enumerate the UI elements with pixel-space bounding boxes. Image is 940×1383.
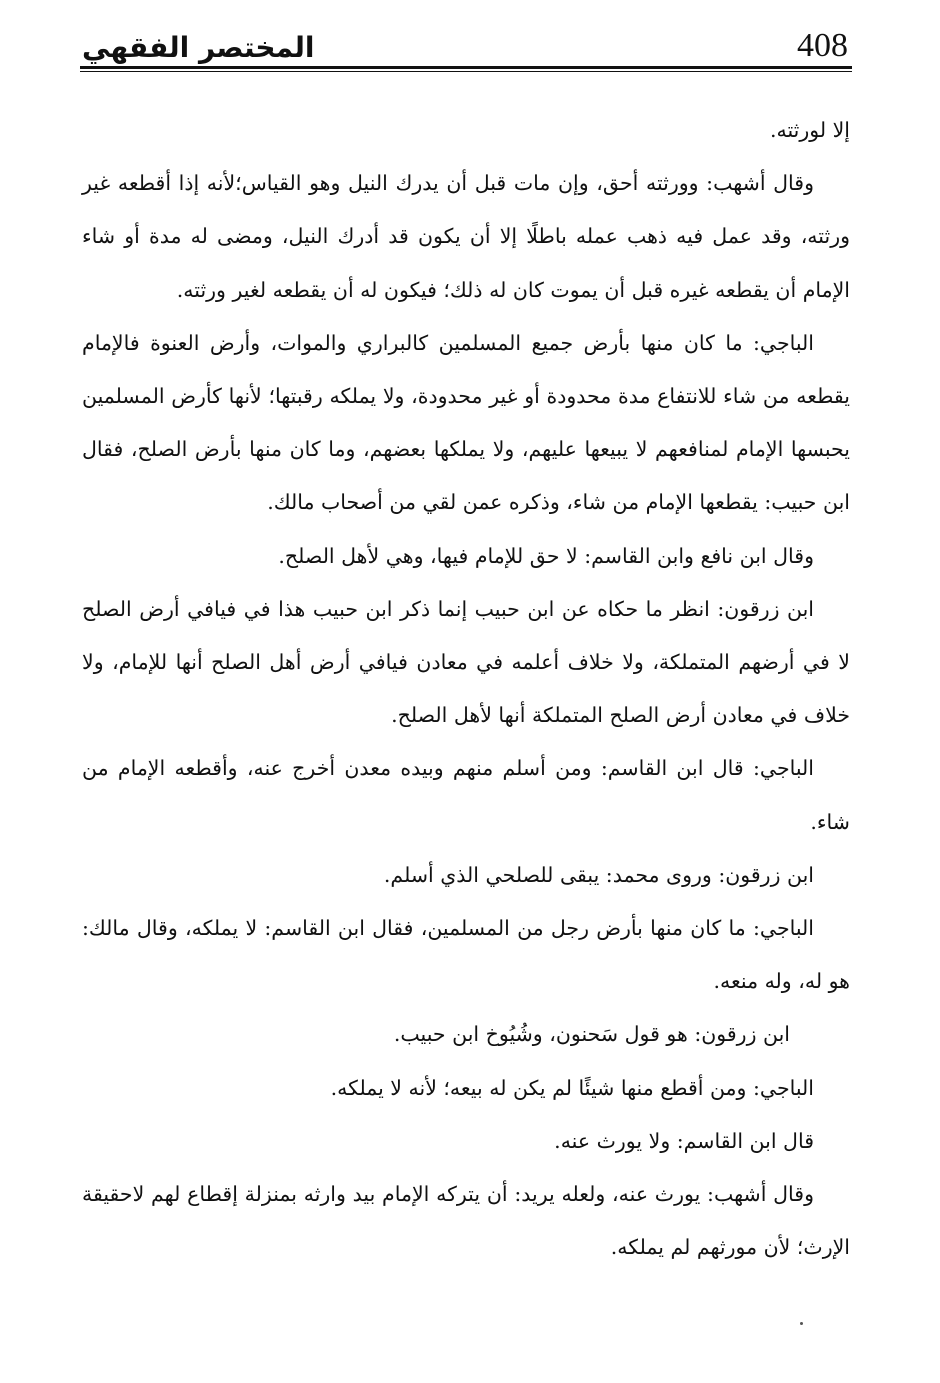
paragraph: قال ابن القاسم: ولا يورث عنه.: [554, 1128, 814, 1153]
paragraph: الباجي: ومن أقطع منها شيئًا لم يكن له بيعه؛ لأنه لا يملكه.: [330, 1075, 814, 1100]
paragraph: ابن زرقون: هو قول سَحنون، وشُيُوخ ابن حبيب.: [393, 1022, 790, 1047]
page-number: 408: [797, 27, 848, 64]
paragraph: ابن زرقون: انظر ما حكاه عن ابن حبيب إنما ذكر ابن حبيب هذا في فيافي أرض الصلح لا في أرضهم المتملكة، ولا خلاف أعلمه في معادن فيافي أرض أهل الصلح أنها للإمام، ولا خلاف في معادن أرض الصلح المتملكة أنها لأهل الصلح.: [82, 596, 850, 728]
paragraph: ابن زرقون: وروى محمد: يبقى للصلحي الذي أسلم.: [383, 862, 814, 887]
page-header: [80, 22, 852, 68]
scan-speck: [800, 1322, 803, 1325]
book-title: المختصر الفقهي: [82, 31, 315, 64]
header-rule: [80, 66, 852, 69]
paragraph: الباجي: قال ابن القاسم: ومن أسلم منهم وبيده معدن أخرج عنه، وأقطعه الإمام من شاء.: [82, 756, 850, 834]
paragraph: إلا لورثته.: [769, 118, 850, 142]
paragraph: وقال ابن نافع وابن القاسم: لا حق للإمام فيها، وهي لأهل الصلح.: [278, 543, 814, 568]
header-rule-thin: [80, 71, 852, 72]
body-text: [82, 104, 850, 1274]
paragraph: الباجي: ما كان منها بأرض جميع المسلمين كالبراري والموات، وأرض العنوة فالإمام يقطعه من شاء للانتفاع مدة محدودة أو غير محدودة، ولا يملكه رقبتها؛ لأنها كأرض المسلمين يحبسها الإمام لمنافعهم لا يبيعها عليهم، ولا يملكها بعضهم، وما كان منها بأرض الصلح، فقال ابن حبيب: يقطعها الإمام من شاء، وذكره عمن لقي من أصحاب مالك.: [82, 330, 850, 515]
paragraph: وقال أشهب: وورثته أحق، وإن مات قبل أن يدرك النيل وهو القياس؛لأنه إذا أقطعه غير ورثته، وقد عمل فيه ذهب عمله باطلًا إلا أن يكون قد أدرك النيل، ومضى له مدة أو شاء الإمام أن يقطعه غيره قبل أن يموت كان له ذلك؛ فيكون له أن يقطعه لغير ورثته.: [82, 171, 850, 302]
paragraph: الباجي: ما كان منها بأرض رجل من المسلمين، فقال ابن القاسم: لا يملكه، وقال مالك: هو له، وله منعه.: [82, 916, 850, 994]
paragraph: وقال أشهب: يورث عنه، ولعله يريد: أن يتركه الإمام بيد وارثه بمنزلة إقطاع لهم لاحقيقة الإرث؛ لأن مورثهم لم يملكه.: [82, 1182, 850, 1260]
